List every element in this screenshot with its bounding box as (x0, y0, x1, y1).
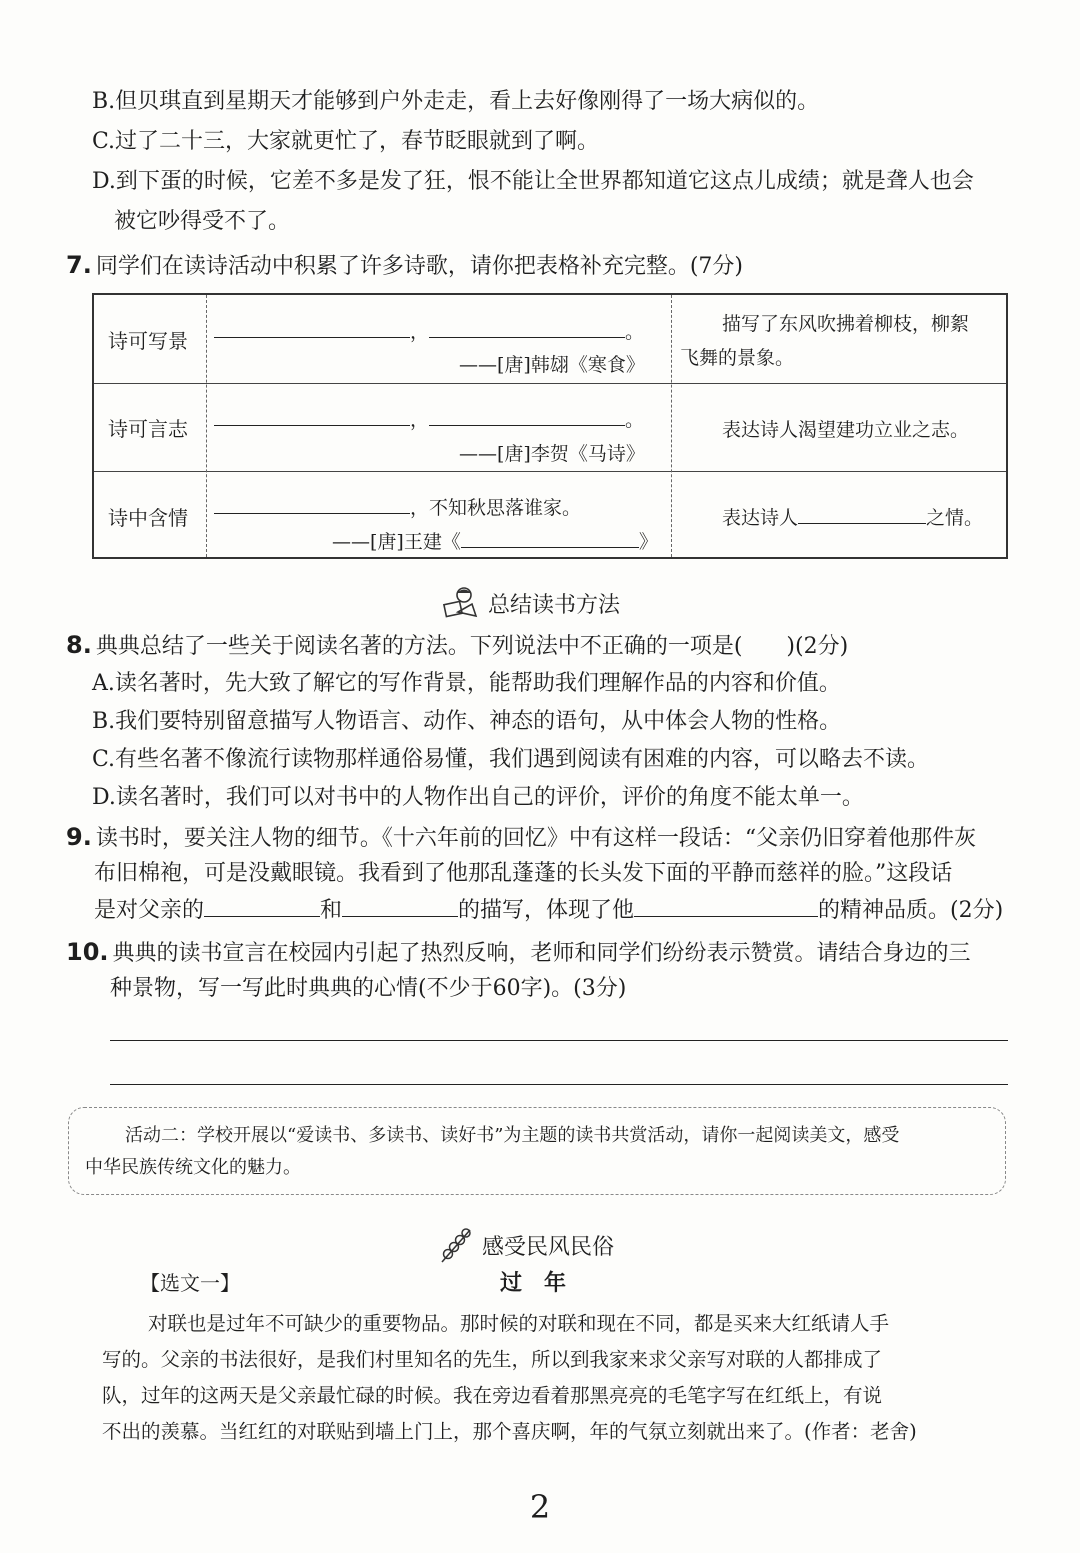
table-col-divider (206, 295, 207, 557)
q10-number: 10. (66, 938, 109, 966)
answer-blank[interactable] (204, 898, 320, 917)
poem-blank-line: ， 。 (214, 405, 644, 432)
poem-source: ——[唐]韩翃《寒食》 (459, 354, 645, 376)
q8-prompt: 8. 典典总结了一些关于阅读名著的方法。下列说法中不正确的一项是( )(2分) (66, 631, 849, 659)
poem-source: ——[唐]王建《 》 (332, 531, 658, 553)
q7-prompt (66, 250, 743, 282)
section-title: 感受民风民俗 (482, 1235, 615, 1260)
activity-text: 活动二：学校开展以“爱读书、多读书、读好书”为主题的读书共赏活动，请你一起阅读美文，感受 (125, 1125, 900, 1146)
table-col-divider (671, 295, 672, 557)
section-header-folk-customs (438, 1226, 614, 1270)
row-description-cont: 飞舞的景象。 (680, 347, 795, 369)
row-description: 描写了东风吹拂着柳枝，柳絮 (722, 313, 970, 335)
poem-blank-line: ， 。 (214, 317, 644, 344)
q7-text: 同学们在读诗活动中积累了许多诗歌，请你把表格补充完整。(7分) (95, 254, 743, 279)
category-emotion: 诗中含情 (108, 506, 188, 530)
answer-blank[interactable] (429, 407, 625, 426)
page-number: 2 (529, 1488, 551, 1526)
passage-label: 【选文一】 (140, 1271, 240, 1295)
q6-option-d: D.到下蛋的时候，它差不多是发了狂，恨不能让全世界都知道它这点儿成绩；就是聋人也会 (92, 169, 974, 194)
q9-number: 9. (66, 823, 92, 851)
candied-haws-icon (438, 1226, 474, 1270)
q9-line2: 布旧棉袍，可是没戴眼镜。我看到了他那乱蓬蓬的长头发下面的平静而慈祥的脸。”这段话 (94, 861, 953, 886)
answer-blank[interactable] (798, 505, 926, 524)
passage-line: 对联也是过年不可缺少的重要物品。那时候的对联和现在不同，都是买来大红纸请人手 (148, 1312, 890, 1335)
q6-option-d-cont: 被它吵得受不了。 (114, 209, 291, 234)
answer-blank[interactable] (214, 495, 410, 514)
section-header-reading-methods (442, 586, 620, 626)
answer-writing-line[interactable] (110, 1040, 1008, 1041)
poem-source: ——[唐]李贺《马诗》 (459, 443, 645, 465)
answer-blank[interactable] (429, 319, 625, 338)
q8-option-c: C.有些名著不像流行读物那样通俗易懂，我们遇到阅读有困难的内容，可以略去不读。 (92, 747, 930, 772)
answer-blank[interactable] (342, 898, 458, 917)
q9-prompt: 9. 读书时，要关注人物的细节。《十六年前的回忆》中有这样一段话：“父亲仍旧穿着他那件灰 (66, 823, 977, 851)
table-row-divider (94, 383, 1006, 384)
row-description: 表达诗人 之情。 (722, 507, 984, 529)
poem-blank-line: ，不知秋思落谁家。 (214, 493, 581, 520)
poem-table (92, 293, 1008, 559)
q8-number: 8. (66, 631, 92, 659)
q8-option-b: B.我们要特别留意描写人物语言、动作、神态的语句，从中体会人物的性格。 (92, 709, 842, 734)
q6-option-b: B.但贝琪直到星期天才能够到户外走走，看上去好像刚得了一场大病似的。 (92, 89, 820, 114)
q9-line3: 是对父亲的 和 的描写，体现了他 的精神品质。(2分) (94, 898, 1004, 923)
answer-blank[interactable] (214, 407, 410, 426)
passage-line: 写的。父亲的书法很好，是我们村里知名的先生，所以到我家来求父亲写对联的人都排成了 (102, 1348, 883, 1371)
category-ambition: 诗可言志 (108, 417, 188, 441)
reading-child-icon (442, 586, 480, 626)
q8-option-a: A.读名著时，先大致了解它的写作背景，能帮助我们理解作品的内容和价值。 (92, 671, 841, 696)
passage-line: 不出的羡慕。当红红的对联贴到墙上门上，那个喜庆啊，年的气氛立刻就出来了。(作者：老舍) (102, 1420, 917, 1443)
q8-option-d: D.读名著时，我们可以对书中的人物作出自己的评价，评价的角度不能太单一。 (92, 785, 864, 810)
passage-title: 过 年 (500, 1270, 567, 1296)
passage-body (102, 1306, 1012, 1450)
answer-blank[interactable] (461, 529, 639, 548)
section-title: 总结读书方法 (488, 593, 621, 618)
q7-number: 7. (66, 251, 92, 279)
q10-line2: 种景物，写一写此时典典的心情(不少于60字)。(3分) (110, 976, 627, 1001)
category-scenery: 诗可写景 (108, 329, 188, 353)
answer-writing-line[interactable] (110, 1084, 1008, 1085)
row-description: 表达诗人渴望建功立业之志。 (722, 419, 970, 441)
activity-two-box (68, 1107, 1006, 1195)
activity-text-cont: 中华民族传统文化的魅力。 (85, 1157, 301, 1178)
table-row-divider (94, 471, 1006, 472)
q6-option-c: C.过了二十三，大家就更忙了，春节眨眼就到了啊。 (92, 129, 600, 154)
q10-prompt: 10. 典典的读书宣言在校园内引起了热烈反响，老师和同学们纷纷表示赞赏。请结合身边的三 (66, 938, 971, 966)
answer-blank[interactable] (214, 319, 410, 338)
answer-blank[interactable] (634, 898, 818, 917)
passage-line: 队，过年的这两天是父亲最忙碌的时候。我在旁边看着那黑亮亮的毛笔字写在红纸上，有说 (102, 1384, 883, 1407)
